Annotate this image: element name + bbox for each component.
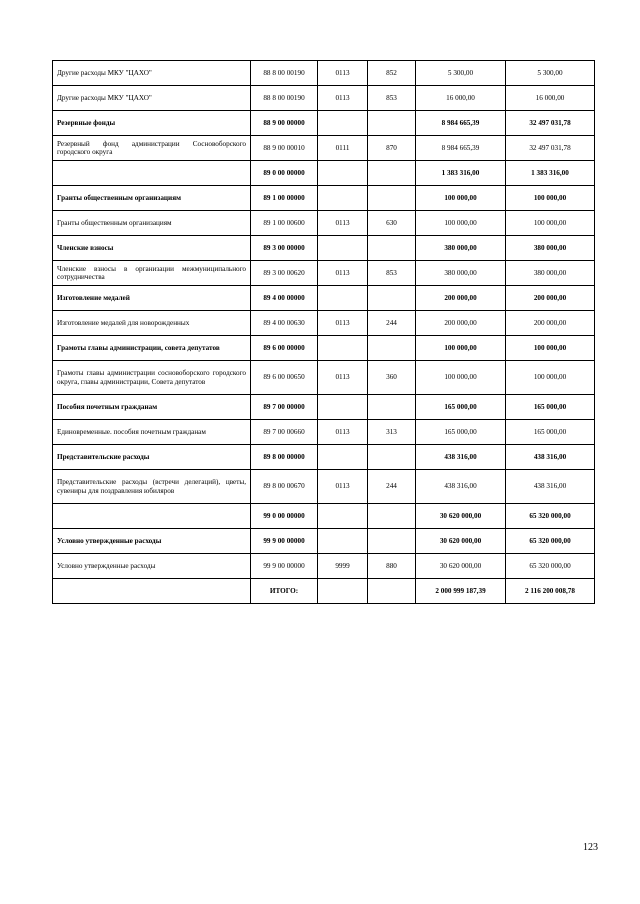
cell-amount-year2: 380 000,00 bbox=[506, 236, 595, 261]
table-row bbox=[53, 420, 595, 445]
cell-section: 0113 bbox=[318, 420, 368, 445]
cell-amount-year1: 200 000,00 bbox=[416, 286, 506, 311]
table-row bbox=[53, 395, 595, 420]
cell-name bbox=[53, 161, 251, 186]
cell-expense-type bbox=[368, 186, 416, 211]
cell-name: Изготовление медалей bbox=[53, 286, 251, 311]
cell-expense-type bbox=[368, 529, 416, 554]
cell-amount-year2: 1 383 316,00 bbox=[506, 161, 595, 186]
cell-code: 99 9 00 00000 bbox=[251, 529, 318, 554]
cell-amount-year1: 100 000,00 bbox=[416, 186, 506, 211]
table-row bbox=[53, 211, 595, 236]
cell-code: 89 1 00 00600 bbox=[251, 211, 318, 236]
cell-section bbox=[318, 395, 368, 420]
cell-amount-year1: 5 300,00 bbox=[416, 61, 506, 86]
table-row bbox=[53, 236, 595, 261]
cell-amount-year1: 2 000 999 187,39 bbox=[416, 579, 506, 604]
cell-name: Резервные фонды bbox=[53, 111, 251, 136]
cell-amount-year1: 8 984 665,39 bbox=[416, 111, 506, 136]
table-body bbox=[53, 61, 595, 604]
table-row bbox=[53, 504, 595, 529]
cell-amount-year2: 200 000,00 bbox=[506, 286, 595, 311]
cell-amount-year2: 32 497 031,78 bbox=[506, 111, 595, 136]
cell-expense-type: 244 bbox=[368, 470, 416, 504]
cell-code: 99 9 00 00000 bbox=[251, 554, 318, 579]
cell-code: 89 8 00 00670 bbox=[251, 470, 318, 504]
cell-amount-year2: 438 316,00 bbox=[506, 470, 595, 504]
cell-amount-year2: 165 000,00 bbox=[506, 420, 595, 445]
table-row bbox=[53, 86, 595, 111]
table-row bbox=[53, 161, 595, 186]
cell-name: Единовременные. пособия почетным гражданам bbox=[53, 420, 251, 445]
cell-amount-year1: 438 316,00 bbox=[416, 445, 506, 470]
cell-section: 0113 bbox=[318, 86, 368, 111]
cell-name: Представительские расходы bbox=[53, 445, 251, 470]
cell-code: 88 8 00 00190 bbox=[251, 61, 318, 86]
cell-section: 0113 bbox=[318, 61, 368, 86]
cell-amount-year2: 65 320 000,00 bbox=[506, 554, 595, 579]
cell-section: 0113 bbox=[318, 311, 368, 336]
table-row bbox=[53, 286, 595, 311]
cell-name bbox=[53, 504, 251, 529]
cell-name: Изготовление медалей для новорожденных bbox=[53, 311, 251, 336]
cell-code: 89 4 00 00630 bbox=[251, 311, 318, 336]
cell-amount-year2: 100 000,00 bbox=[506, 361, 595, 395]
table-row bbox=[53, 361, 595, 395]
cell-section bbox=[318, 186, 368, 211]
cell-amount-year1: 438 316,00 bbox=[416, 470, 506, 504]
cell-name bbox=[53, 579, 251, 604]
cell-amount-year2: 2 116 200 008,78 bbox=[506, 579, 595, 604]
cell-section bbox=[318, 286, 368, 311]
table-row bbox=[53, 61, 595, 86]
cell-section bbox=[318, 445, 368, 470]
cell-amount-year2: 100 000,00 bbox=[506, 211, 595, 236]
cell-code: 99 0 00 00000 bbox=[251, 504, 318, 529]
cell-expense-type bbox=[368, 286, 416, 311]
cell-amount-year1: 8 984 665,39 bbox=[416, 136, 506, 161]
table-row bbox=[53, 579, 595, 604]
cell-code: 89 4 00 00000 bbox=[251, 286, 318, 311]
cell-section bbox=[318, 529, 368, 554]
cell-amount-year2: 438 316,00 bbox=[506, 445, 595, 470]
cell-code: 88 8 00 00190 bbox=[251, 86, 318, 111]
cell-expense-type: 852 bbox=[368, 61, 416, 86]
cell-amount-year1: 30 620 000,00 bbox=[416, 504, 506, 529]
cell-expense-type: 313 bbox=[368, 420, 416, 445]
cell-code: 88 9 00 00000 bbox=[251, 111, 318, 136]
cell-name: Грамоты главы администрации, совета депутатов bbox=[53, 336, 251, 361]
cell-section bbox=[318, 111, 368, 136]
cell-section: 0111 bbox=[318, 136, 368, 161]
cell-amount-year1: 100 000,00 bbox=[416, 336, 506, 361]
cell-name: Членские взносы в организации межмуниципального сотрудничества bbox=[53, 261, 251, 286]
table-row bbox=[53, 445, 595, 470]
table-row bbox=[53, 311, 595, 336]
cell-amount-year2: 100 000,00 bbox=[506, 336, 595, 361]
cell-code: 89 7 00 00660 bbox=[251, 420, 318, 445]
cell-code: 89 6 00 00000 bbox=[251, 336, 318, 361]
cell-expense-type bbox=[368, 236, 416, 261]
cell-code: 89 8 00 00000 bbox=[251, 445, 318, 470]
cell-amount-year1: 380 000,00 bbox=[416, 261, 506, 286]
cell-expense-type bbox=[368, 111, 416, 136]
cell-amount-year2: 16 000,00 bbox=[506, 86, 595, 111]
budget-table bbox=[52, 60, 595, 604]
cell-section bbox=[318, 579, 368, 604]
cell-amount-year2: 32 497 031,78 bbox=[506, 136, 595, 161]
table-row bbox=[53, 470, 595, 504]
cell-name: Гранты общественным организациям bbox=[53, 211, 251, 236]
cell-expense-type: 853 bbox=[368, 86, 416, 111]
cell-expense-type bbox=[368, 504, 416, 529]
cell-name: Гранты общественным организациям bbox=[53, 186, 251, 211]
cell-expense-type: 870 bbox=[368, 136, 416, 161]
cell-code: 89 0 00 00000 bbox=[251, 161, 318, 186]
cell-expense-type: 630 bbox=[368, 211, 416, 236]
cell-section: 0113 bbox=[318, 361, 368, 395]
cell-code: ИТОГО: bbox=[251, 579, 318, 604]
cell-code: 89 6 00 00650 bbox=[251, 361, 318, 395]
page-number: 123 bbox=[583, 842, 598, 853]
cell-name: Пособия почетным гражданам bbox=[53, 395, 251, 420]
table-row bbox=[53, 111, 595, 136]
cell-code: 89 3 00 00000 bbox=[251, 236, 318, 261]
cell-amount-year1: 200 000,00 bbox=[416, 311, 506, 336]
cell-expense-type: 880 bbox=[368, 554, 416, 579]
cell-expense-type: 244 bbox=[368, 311, 416, 336]
cell-section: 0113 bbox=[318, 470, 368, 504]
table-row bbox=[53, 186, 595, 211]
cell-amount-year1: 165 000,00 bbox=[416, 395, 506, 420]
cell-section bbox=[318, 161, 368, 186]
cell-expense-type bbox=[368, 579, 416, 604]
cell-amount-year2: 100 000,00 bbox=[506, 186, 595, 211]
cell-amount-year2: 380 000,00 bbox=[506, 261, 595, 286]
cell-section bbox=[318, 236, 368, 261]
table-row bbox=[53, 261, 595, 286]
cell-amount-year1: 100 000,00 bbox=[416, 211, 506, 236]
cell-name: Условно утвержденные расходы bbox=[53, 529, 251, 554]
cell-amount-year2: 65 320 000,00 bbox=[506, 529, 595, 554]
cell-section: 0113 bbox=[318, 261, 368, 286]
cell-name: Членские взносы bbox=[53, 236, 251, 261]
cell-amount-year1: 16 000,00 bbox=[416, 86, 506, 111]
cell-section: 9999 bbox=[318, 554, 368, 579]
cell-amount-year1: 1 383 316,00 bbox=[416, 161, 506, 186]
cell-expense-type: 853 bbox=[368, 261, 416, 286]
cell-amount-year1: 100 000,00 bbox=[416, 361, 506, 395]
cell-expense-type bbox=[368, 336, 416, 361]
table-row bbox=[53, 529, 595, 554]
cell-code: 89 3 00 00620 bbox=[251, 261, 318, 286]
cell-code: 88 9 00 00010 bbox=[251, 136, 318, 161]
cell-amount-year1: 380 000,00 bbox=[416, 236, 506, 261]
cell-name: Другие расходы МКУ "ЦАХО" bbox=[53, 86, 251, 111]
cell-amount-year2: 200 000,00 bbox=[506, 311, 595, 336]
cell-code: 89 1 00 00000 bbox=[251, 186, 318, 211]
cell-expense-type bbox=[368, 395, 416, 420]
cell-section: 0113 bbox=[318, 211, 368, 236]
cell-name: Представительские расходы (встречи делегаций), цветы, сувениры для поздравления юбиляров bbox=[53, 470, 251, 504]
cell-expense-type bbox=[368, 161, 416, 186]
cell-section bbox=[318, 504, 368, 529]
cell-amount-year2: 65 320 000,00 bbox=[506, 504, 595, 529]
cell-code: 89 7 00 00000 bbox=[251, 395, 318, 420]
cell-name: Грамоты главы администрации сосновоборского городского округа, главы администрации, Совета депутатов bbox=[53, 361, 251, 395]
cell-amount-year1: 165 000,00 bbox=[416, 420, 506, 445]
table-row bbox=[53, 136, 595, 161]
table-row bbox=[53, 554, 595, 579]
cell-expense-type: 360 bbox=[368, 361, 416, 395]
cell-amount-year1: 30 620 000,00 bbox=[416, 554, 506, 579]
cell-name: Резервный фонд администрации Сосновоборского городского округа bbox=[53, 136, 251, 161]
cell-expense-type bbox=[368, 445, 416, 470]
cell-amount-year2: 165 000,00 bbox=[506, 395, 595, 420]
cell-amount-year1: 30 620 000,00 bbox=[416, 529, 506, 554]
cell-amount-year2: 5 300,00 bbox=[506, 61, 595, 86]
cell-name: Условно утвержденные расходы bbox=[53, 554, 251, 579]
cell-section bbox=[318, 336, 368, 361]
table-row bbox=[53, 336, 595, 361]
cell-name: Другие расходы МКУ "ЦАХО" bbox=[53, 61, 251, 86]
